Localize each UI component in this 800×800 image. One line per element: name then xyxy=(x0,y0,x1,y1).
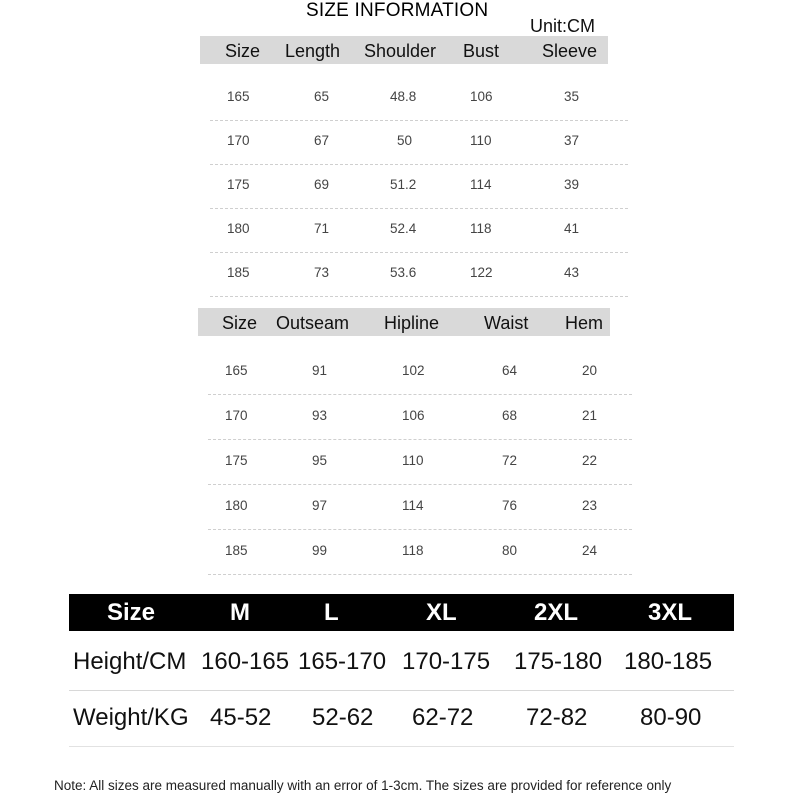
cell: 110 xyxy=(402,453,424,468)
header-hipline: Hipline xyxy=(384,313,440,333)
cell: 64 xyxy=(502,363,518,378)
header-m: M xyxy=(230,599,250,626)
cell: 24 xyxy=(582,543,598,558)
cell: 51.2 xyxy=(390,177,417,192)
cell: 122 xyxy=(470,265,493,280)
cell: 80-90 xyxy=(640,704,702,731)
cell: 185 xyxy=(227,265,250,280)
cell: 69 xyxy=(314,177,330,192)
cell: 165 xyxy=(225,363,248,378)
cell: 62-72 xyxy=(412,704,474,731)
header-outseam: Outseam xyxy=(276,313,350,333)
cell: 95 xyxy=(312,453,328,468)
cell: 23 xyxy=(582,498,598,513)
cell: 106 xyxy=(470,89,493,104)
footnote: Note: All sizes are measured manually with an error of 1-3cm. The sizes are provided for reference only xyxy=(54,778,672,793)
header-l: L xyxy=(324,599,339,626)
cell: 97 xyxy=(312,498,328,513)
cell: 185 xyxy=(225,543,248,558)
cell: 73 xyxy=(314,265,330,280)
cell: 52.4 xyxy=(390,221,417,236)
cell: 72-82 xyxy=(526,704,588,731)
cell: 175 xyxy=(227,177,250,192)
page-title: SIZE INFORMATION xyxy=(306,0,489,21)
cell: 165 xyxy=(227,89,250,104)
header-sleeve: Sleeve xyxy=(542,41,598,61)
cell: 43 xyxy=(564,265,580,280)
cell: 102 xyxy=(402,363,425,378)
cell: 106 xyxy=(402,408,425,423)
bottom-table-header xyxy=(198,308,610,336)
cell: 114 xyxy=(470,177,492,192)
cell: 76 xyxy=(502,498,518,513)
cell: 20 xyxy=(582,363,598,378)
cell: 110 xyxy=(470,133,492,148)
cell: 118 xyxy=(402,543,424,558)
cell: 53.6 xyxy=(390,265,417,280)
cell: 37 xyxy=(564,133,580,148)
cell: 99 xyxy=(312,543,328,558)
table-row xyxy=(210,164,628,209)
header-xl: XL xyxy=(426,599,457,626)
cell: 118 xyxy=(470,221,492,236)
table-row xyxy=(210,120,628,165)
cell: 93 xyxy=(312,408,328,423)
size-chart-header xyxy=(69,594,734,631)
cell: 175 xyxy=(225,453,248,468)
table-row xyxy=(210,252,628,297)
table-row xyxy=(208,440,632,485)
header-hem: Hem xyxy=(565,313,604,333)
cell: 72 xyxy=(502,453,518,468)
table-row xyxy=(208,350,632,395)
weight-row xyxy=(69,690,734,747)
table-row xyxy=(210,208,628,253)
header-bust: Bust xyxy=(463,41,500,61)
cell: 67 xyxy=(314,133,330,148)
cell: 170-175 xyxy=(402,648,491,675)
cell: 160-165 xyxy=(201,648,290,675)
cell: 50 xyxy=(397,133,413,148)
cell: 68 xyxy=(502,408,518,423)
top-table-header xyxy=(200,36,608,64)
cell: 114 xyxy=(402,498,424,513)
row-label-weight: Weight/KG xyxy=(73,704,189,731)
unit-label: Unit:CM xyxy=(530,16,596,36)
cell: 180 xyxy=(225,498,248,513)
cell: 71 xyxy=(314,221,330,236)
cell: 45-52 xyxy=(210,704,272,731)
cell: 39 xyxy=(564,177,580,192)
cell: 80 xyxy=(502,543,518,558)
header-size: Size xyxy=(222,313,258,333)
table-row xyxy=(208,530,632,575)
cell: 22 xyxy=(582,453,598,468)
cell: 48.8 xyxy=(390,89,417,104)
header-size: Size xyxy=(107,599,156,626)
header-shoulder: Shoulder xyxy=(364,41,437,61)
cell: 65 xyxy=(314,89,330,104)
cell: 180 xyxy=(227,221,250,236)
table-row xyxy=(208,485,632,530)
row-label-height: Height/CM xyxy=(73,648,187,675)
cell: 180-185 xyxy=(624,648,713,675)
cell: 175-180 xyxy=(514,648,603,675)
cell: 170 xyxy=(227,133,250,148)
cell: 21 xyxy=(582,408,598,423)
cell: 91 xyxy=(312,363,328,378)
table-row xyxy=(210,76,628,121)
header-waist: Waist xyxy=(484,313,529,333)
table-row xyxy=(208,395,632,440)
header-2xl: 2XL xyxy=(534,599,579,626)
height-row xyxy=(69,634,734,691)
cell: 170 xyxy=(225,408,248,423)
cell: 52-62 xyxy=(312,704,374,731)
header-3xl: 3XL xyxy=(648,599,693,626)
header-size: Size xyxy=(225,41,261,61)
cell: 41 xyxy=(564,221,580,236)
cell: 35 xyxy=(564,89,580,104)
cell: 165-170 xyxy=(298,648,387,675)
header-length: Length xyxy=(285,41,341,61)
